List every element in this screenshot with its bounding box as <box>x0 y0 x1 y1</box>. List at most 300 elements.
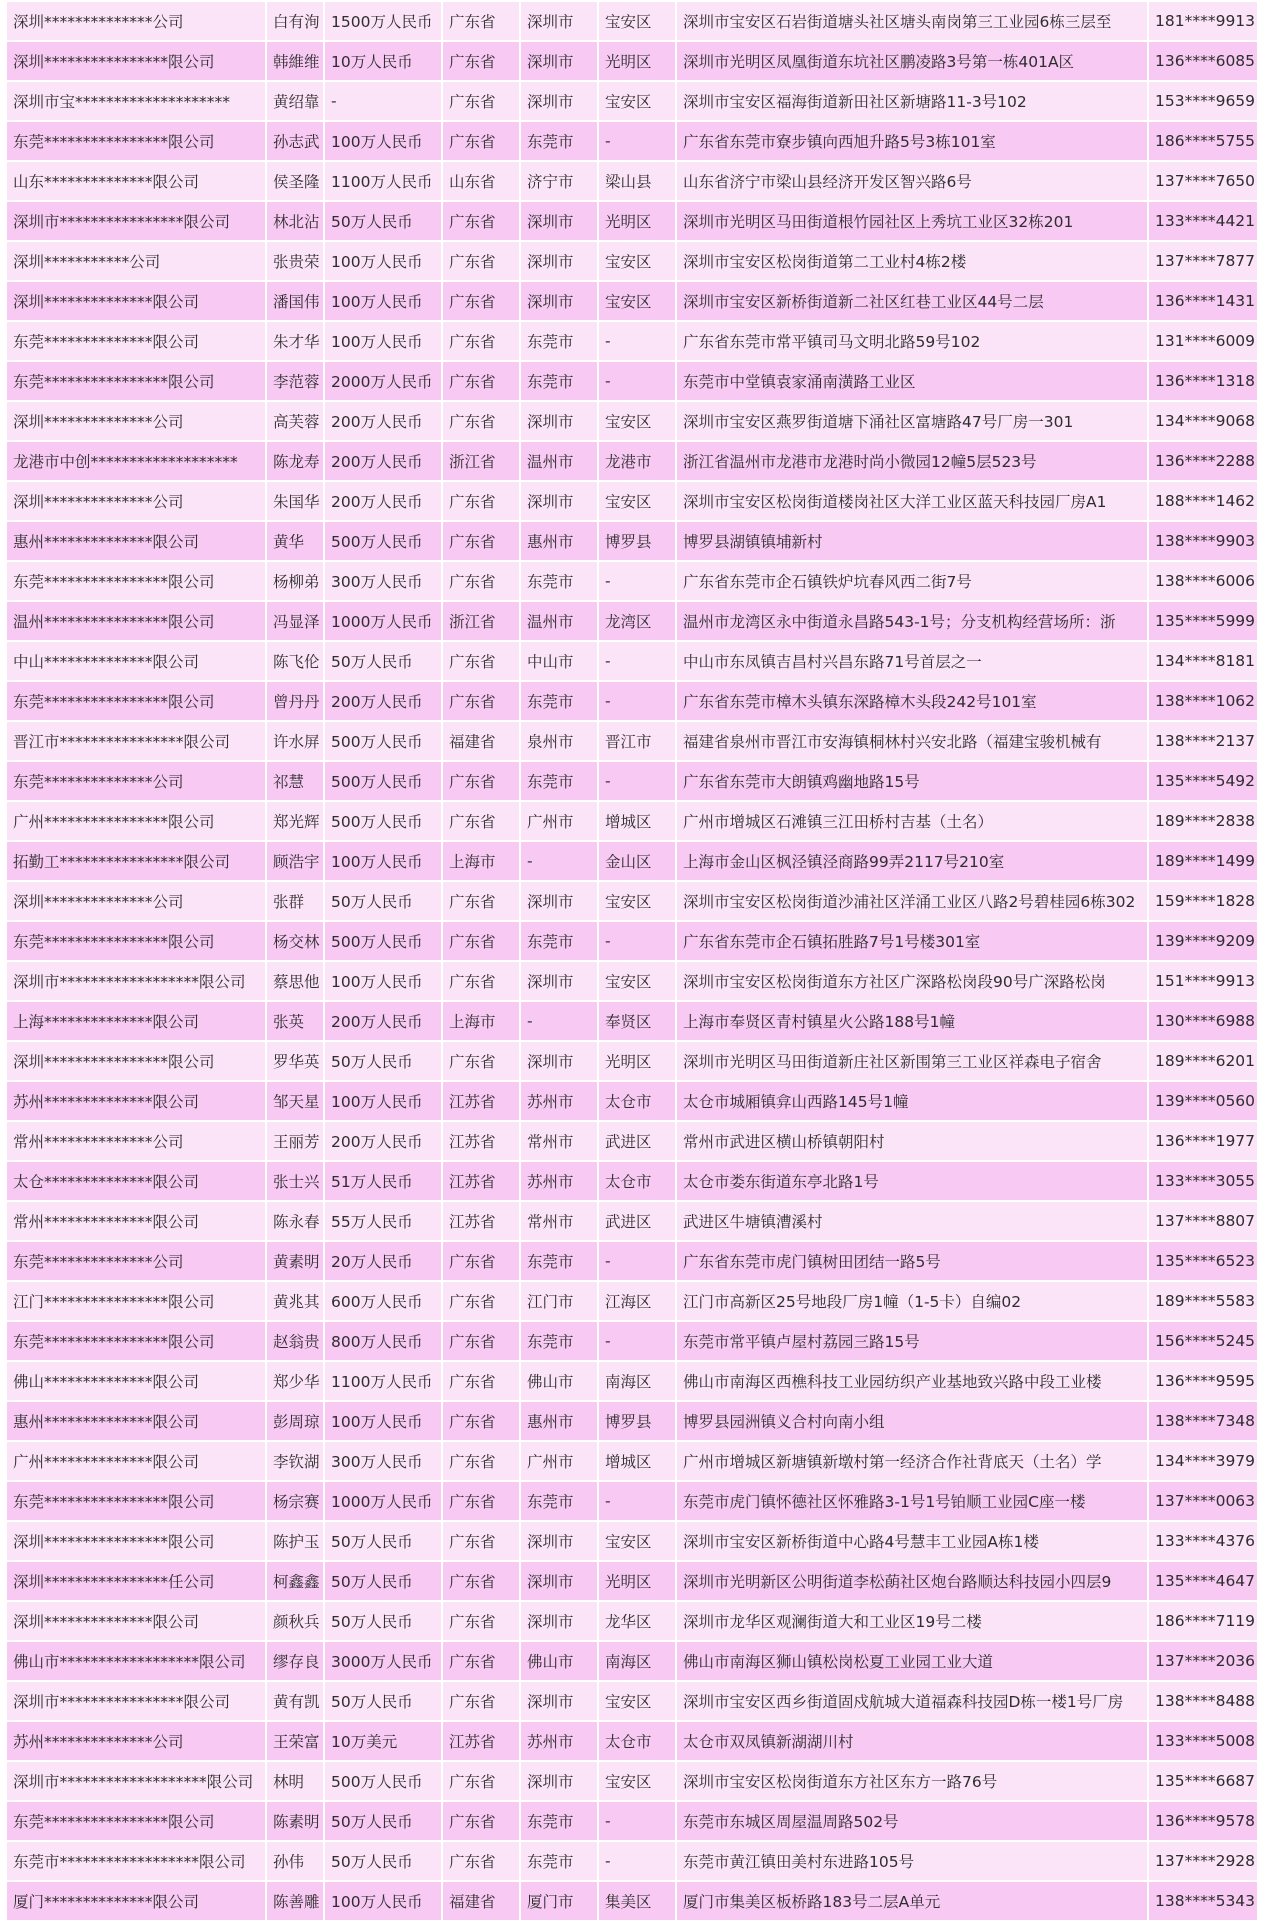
address-cell: 深圳市宝安区西乡街道固戍航城大道福森科技园D栋一楼1号厂房 <box>677 1682 1147 1720</box>
city-cell: 东莞市 <box>521 922 597 960</box>
phone-cell: 138****8488 <box>1149 1682 1257 1720</box>
address-cell: 广东省东莞市寮步镇向西旭升路5号3栋101室 <box>677 122 1147 160</box>
legal-rep-cell: 张贵荣 <box>267 242 323 280</box>
address-cell: 东莞市黄江镇田美村东进路105号 <box>677 1842 1147 1880</box>
table-row <box>7 1642 1257 1680</box>
city-cell: 深圳市 <box>521 82 597 120</box>
legal-rep-cell: 黄华 <box>267 522 323 560</box>
address-cell: 温州市龙湾区永中街道永昌路543-1号；分支机构经营场所：浙 <box>677 602 1147 640</box>
district-cell: 博罗县 <box>599 522 675 560</box>
table-row <box>7 1562 1257 1600</box>
province-cell: 广东省 <box>443 562 519 600</box>
phone-cell: 133****5008 <box>1149 1722 1257 1760</box>
city-cell: 深圳市 <box>521 482 597 520</box>
district-cell: - <box>599 322 675 360</box>
phone-cell: 138****2137 <box>1149 722 1257 760</box>
city-cell: 温州市 <box>521 602 597 640</box>
province-cell: 广东省 <box>443 1642 519 1680</box>
province-cell: 广东省 <box>443 1482 519 1520</box>
legal-rep-cell: 邹天星 <box>267 1082 323 1120</box>
company-name-cell: 深圳市*******************限公司 <box>7 1762 265 1800</box>
legal-rep-cell: 祁慧 <box>267 762 323 800</box>
district-cell: - <box>599 1842 675 1880</box>
company-name-cell: 深圳市****************限公司 <box>7 1682 265 1720</box>
phone-cell: 135****6687 <box>1149 1762 1257 1800</box>
district-cell: 金山区 <box>599 842 675 880</box>
address-cell: 东莞市常平镇卢屋村荔园三路15号 <box>677 1322 1147 1360</box>
table-row <box>7 322 1257 360</box>
district-cell: - <box>599 922 675 960</box>
address-cell: 广东省东莞市企石镇铁炉坑春风西二街7号 <box>677 562 1147 600</box>
province-cell: 广东省 <box>443 1682 519 1720</box>
province-cell: 浙江省 <box>443 602 519 640</box>
address-cell: 深圳市宝安区新桥街道新二社区红巷工业区44号二层 <box>677 282 1147 320</box>
address-cell: 广东省东莞市企石镇拓胜路7号1号楼301室 <box>677 922 1147 960</box>
legal-rep-cell: 韩維维 <box>267 42 323 80</box>
legal-rep-cell: 郑少华 <box>267 1362 323 1400</box>
company-name-cell: 佛山**************限公司 <box>7 1362 265 1400</box>
phone-cell: 159****1828 <box>1149 882 1257 920</box>
phone-cell: 131****6009 <box>1149 322 1257 360</box>
company-name-cell: 东莞**************公司 <box>7 1242 265 1280</box>
district-cell: 晋江市 <box>599 722 675 760</box>
address-cell: 深圳市光明区凤凰街道东坑社区鹏凌路3号第一栋401A区 <box>677 42 1147 80</box>
legal-rep-cell: 高芙蓉 <box>267 402 323 440</box>
capital-cell: 50万人民币 <box>325 1042 441 1080</box>
phone-cell: 138****6006 <box>1149 562 1257 600</box>
address-cell: 深圳市宝安区福海街道新田社区新塘路11-3号102 <box>677 82 1147 120</box>
address-cell: 武进区牛塘镇漕溪村 <box>677 1202 1147 1240</box>
address-cell: 深圳市宝安区松岗街道沙浦社区洋涌工业区八路2号碧桂园6栋302 <box>677 882 1147 920</box>
city-cell: 苏州市 <box>521 1082 597 1120</box>
phone-cell: 137****7877 <box>1149 242 1257 280</box>
phone-cell: 133****4376 <box>1149 1522 1257 1560</box>
legal-rep-cell: 黄素明 <box>267 1242 323 1280</box>
company-name-cell: 东莞****************限公司 <box>7 922 265 960</box>
capital-cell: 1100万人民币 <box>325 1362 441 1400</box>
province-cell: 广东省 <box>443 1442 519 1480</box>
city-cell: 东莞市 <box>521 122 597 160</box>
city-cell: 深圳市 <box>521 1682 597 1720</box>
capital-cell: 1100万人民币 <box>325 162 441 200</box>
table-row <box>7 82 1257 120</box>
city-cell: 深圳市 <box>521 242 597 280</box>
phone-cell: 133****4421 <box>1149 202 1257 240</box>
company-name-cell: 东莞市******************限公司 <box>7 1842 265 1880</box>
address-cell: 东莞市虎门镇怀德社区怀雅路3-1号1号铂顺工业园C座一楼 <box>677 1482 1147 1520</box>
phone-cell: 136****6085 <box>1149 42 1257 80</box>
table-body <box>7 2 1257 1920</box>
company-name-cell: 深圳****************任公司 <box>7 1562 265 1600</box>
capital-cell: 200万人民币 <box>325 442 441 480</box>
province-cell: 广东省 <box>443 522 519 560</box>
address-cell: 广东省东莞市常平镇司马文明北路59号102 <box>677 322 1147 360</box>
legal-rep-cell: 陈龙寿 <box>267 442 323 480</box>
company-name-cell: 江门****************限公司 <box>7 1282 265 1320</box>
phone-cell: 137****7650 <box>1149 162 1257 200</box>
legal-rep-cell: 张士兴 <box>267 1162 323 1200</box>
table-row <box>7 802 1257 840</box>
district-cell: 太仓市 <box>599 1162 675 1200</box>
capital-cell: 100万人民币 <box>325 1082 441 1120</box>
district-cell: 宝安区 <box>599 1682 675 1720</box>
province-cell: 广东省 <box>443 202 519 240</box>
company-name-cell: 晋江市****************限公司 <box>7 722 265 760</box>
table-row <box>7 1482 1257 1520</box>
company-name-cell: 东莞****************限公司 <box>7 682 265 720</box>
city-cell: 深圳市 <box>521 282 597 320</box>
capital-cell: 100万人民币 <box>325 122 441 160</box>
company-name-cell: 广州**************限公司 <box>7 1442 265 1480</box>
capital-cell: 50万人民币 <box>325 642 441 680</box>
city-cell: 惠州市 <box>521 1402 597 1440</box>
company-name-cell: 深圳**************限公司 <box>7 1602 265 1640</box>
table-row <box>7 1242 1257 1280</box>
legal-rep-cell: 王丽芳 <box>267 1122 323 1160</box>
address-cell: 福建省泉州市晋江市安海镇桐林村兴安北路（福建宝骏机械有 <box>677 722 1147 760</box>
district-cell: - <box>599 642 675 680</box>
legal-rep-cell: 陈素明 <box>267 1802 323 1840</box>
table-row <box>7 162 1257 200</box>
company-name-cell: 中山**************限公司 <box>7 642 265 680</box>
legal-rep-cell: 杨交林 <box>267 922 323 960</box>
company-name-cell: 东莞****************限公司 <box>7 1322 265 1360</box>
province-cell: 广东省 <box>443 1602 519 1640</box>
capital-cell: 51万人民币 <box>325 1162 441 1200</box>
address-cell: 上海市奉贤区青村镇星火公路188号1幢 <box>677 1002 1147 1040</box>
company-name-cell: 山东**************限公司 <box>7 162 265 200</box>
legal-rep-cell: 白有洵 <box>267 2 323 40</box>
address-cell: 深圳市光明区马田街道新庄社区新围第三工业区祥森电子宿舍 <box>677 1042 1147 1080</box>
city-cell: - <box>521 842 597 880</box>
legal-rep-cell: 李范蓉 <box>267 362 323 400</box>
province-cell: 上海市 <box>443 1002 519 1040</box>
district-cell: 光明区 <box>599 202 675 240</box>
table-row <box>7 962 1257 1000</box>
legal-rep-cell: 陈永春 <box>267 1202 323 1240</box>
capital-cell: 50万人民币 <box>325 1602 441 1640</box>
province-cell: 广东省 <box>443 922 519 960</box>
capital-cell: 2000万人民币 <box>325 362 441 400</box>
company-name-cell: 广州****************限公司 <box>7 802 265 840</box>
city-cell: 东莞市 <box>521 362 597 400</box>
company-table <box>5 0 1259 1922</box>
phone-cell: 133****3055 <box>1149 1162 1257 1200</box>
phone-cell: 153****9659 <box>1149 82 1257 120</box>
address-cell: 厦门市集美区板桥路183号二层A单元 <box>677 1882 1147 1920</box>
district-cell: 宝安区 <box>599 482 675 520</box>
phone-cell: 181****9913 <box>1149 2 1257 40</box>
address-cell: 太仓市双凤镇新湖湖川村 <box>677 1722 1147 1760</box>
district-cell: 龙港市 <box>599 442 675 480</box>
company-name-cell: 惠州**************限公司 <box>7 1402 265 1440</box>
province-cell: 广东省 <box>443 1242 519 1280</box>
phone-cell: 189****5583 <box>1149 1282 1257 1320</box>
province-cell: 广东省 <box>443 1402 519 1440</box>
capital-cell: 1000万人民币 <box>325 602 441 640</box>
table-row <box>7 442 1257 480</box>
company-name-cell: 佛山市******************限公司 <box>7 1642 265 1680</box>
capital-cell: 200万人民币 <box>325 1002 441 1040</box>
phone-cell: 136****1431 <box>1149 282 1257 320</box>
city-cell: 深圳市 <box>521 1762 597 1800</box>
capital-cell: 500万人民币 <box>325 522 441 560</box>
legal-rep-cell: 侯圣隆 <box>267 162 323 200</box>
legal-rep-cell: 张群 <box>267 882 323 920</box>
company-name-cell: 东莞**************公司 <box>7 762 265 800</box>
address-cell: 佛山市南海区狮山镇松岗松夏工业园工业大道 <box>677 1642 1147 1680</box>
phone-cell: 186****7119 <box>1149 1602 1257 1640</box>
phone-cell: 136****9578 <box>1149 1802 1257 1840</box>
table-row <box>7 1282 1257 1320</box>
table-row <box>7 842 1257 880</box>
city-cell: 佛山市 <box>521 1642 597 1680</box>
district-cell: 武进区 <box>599 1202 675 1240</box>
phone-cell: 136****1318 <box>1149 362 1257 400</box>
table-row <box>7 1762 1257 1800</box>
company-name-cell: 温州****************限公司 <box>7 602 265 640</box>
phone-cell: 137****8807 <box>1149 1202 1257 1240</box>
table-row <box>7 362 1257 400</box>
legal-rep-cell: 陈护玉 <box>267 1522 323 1560</box>
table-row <box>7 402 1257 440</box>
district-cell: 龙湾区 <box>599 602 675 640</box>
phone-cell: 151****9913 <box>1149 962 1257 1000</box>
address-cell: 深圳市宝安区松岗街道东方社区广深路松岗段90号广深路松岗 <box>677 962 1147 1000</box>
district-cell: 集美区 <box>599 1882 675 1920</box>
city-cell: 深圳市 <box>521 962 597 1000</box>
city-cell: 深圳市 <box>521 1602 597 1640</box>
company-name-cell: 东莞****************限公司 <box>7 362 265 400</box>
legal-rep-cell: 朱才华 <box>267 322 323 360</box>
table-row <box>7 242 1257 280</box>
city-cell: 广州市 <box>521 802 597 840</box>
city-cell: 深圳市 <box>521 1562 597 1600</box>
phone-cell: 138****1062 <box>1149 682 1257 720</box>
company-name-cell: 东莞****************限公司 <box>7 1482 265 1520</box>
capital-cell: 100万人民币 <box>325 282 441 320</box>
address-cell: 江门市高新区25号地段厂房1幢（1-5卡）自编02 <box>677 1282 1147 1320</box>
phone-cell: 136****9595 <box>1149 1362 1257 1400</box>
legal-rep-cell: 陈善雕 <box>267 1882 323 1920</box>
province-cell: 广东省 <box>443 282 519 320</box>
phone-cell: 189****2838 <box>1149 802 1257 840</box>
province-cell: 广东省 <box>443 642 519 680</box>
company-name-cell: 东莞****************限公司 <box>7 122 265 160</box>
phone-cell: 137****0063 <box>1149 1482 1257 1520</box>
table-row <box>7 1402 1257 1440</box>
province-cell: 广东省 <box>443 802 519 840</box>
province-cell: 江苏省 <box>443 1122 519 1160</box>
province-cell: 江苏省 <box>443 1162 519 1200</box>
province-cell: 广东省 <box>443 122 519 160</box>
company-name-cell: 东莞****************限公司 <box>7 1802 265 1840</box>
phone-cell: 139****9209 <box>1149 922 1257 960</box>
capital-cell: 200万人民币 <box>325 402 441 440</box>
province-cell: 广东省 <box>443 1322 519 1360</box>
city-cell: 广州市 <box>521 1442 597 1480</box>
district-cell: - <box>599 1482 675 1520</box>
city-cell: 常州市 <box>521 1202 597 1240</box>
capital-cell: 600万人民币 <box>325 1282 441 1320</box>
address-cell: 深圳市龙华区观澜街道大和工业区19号二楼 <box>677 1602 1147 1640</box>
legal-rep-cell: 杨柳弟 <box>267 562 323 600</box>
province-cell: 广东省 <box>443 242 519 280</box>
table-row <box>7 1082 1257 1120</box>
phone-cell: 156****5245 <box>1149 1322 1257 1360</box>
district-cell: - <box>599 362 675 400</box>
province-cell: 广东省 <box>443 322 519 360</box>
province-cell: 广东省 <box>443 882 519 920</box>
legal-rep-cell: 陈飞伦 <box>267 642 323 680</box>
phone-cell: 130****6988 <box>1149 1002 1257 1040</box>
table-row <box>7 282 1257 320</box>
district-cell: - <box>599 1322 675 1360</box>
legal-rep-cell: 彭周琼 <box>267 1402 323 1440</box>
address-cell: 山东省济宁市梁山县经济开发区智兴路6号 <box>677 162 1147 200</box>
company-name-cell: 太仓**************限公司 <box>7 1162 265 1200</box>
district-cell: 光明区 <box>599 42 675 80</box>
capital-cell: 100万人民币 <box>325 962 441 1000</box>
province-cell: 上海市 <box>443 842 519 880</box>
address-cell: 广东省东莞市樟木头镇东深路樟木头段242号101室 <box>677 682 1147 720</box>
city-cell: 济宁市 <box>521 162 597 200</box>
company-name-cell: 常州**************公司 <box>7 1122 265 1160</box>
city-cell: 东莞市 <box>521 682 597 720</box>
province-cell: 广东省 <box>443 1802 519 1840</box>
capital-cell: 50万人民币 <box>325 1522 441 1560</box>
district-cell: 增城区 <box>599 802 675 840</box>
address-cell: 深圳市宝安区燕罗街道塘下涌社区富塘路47号厂房一301 <box>677 402 1147 440</box>
city-cell: 深圳市 <box>521 202 597 240</box>
legal-rep-cell: 许水屏 <box>267 722 323 760</box>
company-name-cell: 深圳**************公司 <box>7 882 265 920</box>
legal-rep-cell: 林北沾 <box>267 202 323 240</box>
table-row <box>7 1882 1257 1920</box>
table-row <box>7 1122 1257 1160</box>
legal-rep-cell: 黄绍靠 <box>267 82 323 120</box>
province-cell: 广东省 <box>443 1042 519 1080</box>
table-row <box>7 522 1257 560</box>
table-row <box>7 42 1257 80</box>
table-row <box>7 2 1257 40</box>
table-row <box>7 1842 1257 1880</box>
city-cell: 惠州市 <box>521 522 597 560</box>
company-name-cell: 深圳**************限公司 <box>7 282 265 320</box>
address-cell: 广州市增城区石滩镇三江田桥村吉基（土名） <box>677 802 1147 840</box>
company-name-cell: 深圳***********公司 <box>7 242 265 280</box>
district-cell: 宝安区 <box>599 402 675 440</box>
legal-rep-cell: 李钦湖 <box>267 1442 323 1480</box>
province-cell: 山东省 <box>443 162 519 200</box>
district-cell: 南海区 <box>599 1642 675 1680</box>
city-cell: 深圳市 <box>521 1042 597 1080</box>
district-cell: 宝安区 <box>599 962 675 1000</box>
city-cell: 厦门市 <box>521 1882 597 1920</box>
district-cell: - <box>599 562 675 600</box>
district-cell: 宝安区 <box>599 242 675 280</box>
district-cell: - <box>599 762 675 800</box>
district-cell: - <box>599 682 675 720</box>
capital-cell: 100万人民币 <box>325 242 441 280</box>
city-cell: 苏州市 <box>521 1162 597 1200</box>
address-cell: 东莞市东城区周屋温周路502号 <box>677 1802 1147 1840</box>
address-cell: 深圳市宝安区松岗街道东方社区东方一路76号 <box>677 1762 1147 1800</box>
capital-cell: 55万人民币 <box>325 1202 441 1240</box>
phone-cell: 138****9903 <box>1149 522 1257 560</box>
company-name-cell: 深圳****************限公司 <box>7 1042 265 1080</box>
table-row <box>7 1802 1257 1840</box>
address-cell: 太仓市城厢镇弇山西路145号1幢 <box>677 1082 1147 1120</box>
province-cell: 广东省 <box>443 962 519 1000</box>
capital-cell: 200万人民币 <box>325 1122 441 1160</box>
district-cell: 龙华区 <box>599 1602 675 1640</box>
table-row <box>7 482 1257 520</box>
legal-rep-cell: 孙伟 <box>267 1842 323 1880</box>
district-cell: 宝安区 <box>599 82 675 120</box>
phone-cell: 135****6523 <box>1149 1242 1257 1280</box>
table-row <box>7 1002 1257 1040</box>
city-cell: 东莞市 <box>521 1482 597 1520</box>
address-cell: 深圳市宝安区松岗街道楼岗社区大洋工业区蓝天科技园厂房A1 <box>677 482 1147 520</box>
phone-cell: 189****6201 <box>1149 1042 1257 1080</box>
address-cell: 深圳市宝安区新桥街道中心路4号慧丰工业园A栋1楼 <box>677 1522 1147 1560</box>
legal-rep-cell: 顾浩宇 <box>267 842 323 880</box>
capital-cell: 10万美元 <box>325 1722 441 1760</box>
phone-cell: 137****2036 <box>1149 1642 1257 1680</box>
table-row <box>7 1162 1257 1200</box>
address-cell: 常州市武进区横山桥镇朝阳村 <box>677 1122 1147 1160</box>
district-cell: - <box>599 1242 675 1280</box>
company-name-cell: 苏州**************限公司 <box>7 1082 265 1120</box>
capital-cell: 300万人民币 <box>325 562 441 600</box>
capital-cell: 500万人民币 <box>325 1762 441 1800</box>
legal-rep-cell: 颜秋兵 <box>267 1602 323 1640</box>
company-name-cell: 惠州**************限公司 <box>7 522 265 560</box>
legal-rep-cell: 林明 <box>267 1762 323 1800</box>
city-cell: 东莞市 <box>521 1322 597 1360</box>
province-cell: 福建省 <box>443 1882 519 1920</box>
city-cell: 中山市 <box>521 642 597 680</box>
phone-cell: 135****4647 <box>1149 1562 1257 1600</box>
company-name-cell: 深圳**************公司 <box>7 482 265 520</box>
province-cell: 浙江省 <box>443 442 519 480</box>
address-cell: 深圳市宝安区松岗街道第二工业村4栋2楼 <box>677 242 1147 280</box>
district-cell: - <box>599 1802 675 1840</box>
legal-rep-cell: 赵翁贵 <box>267 1322 323 1360</box>
table-row <box>7 202 1257 240</box>
legal-rep-cell: 黄兆其 <box>267 1282 323 1320</box>
company-name-cell: 苏州**************公司 <box>7 1722 265 1760</box>
address-cell: 广州市增城区新塘镇新墩村第一经济合作社背底天（土名）学 <box>677 1442 1147 1480</box>
address-cell: 太仓市娄东街道东亭北路1号 <box>677 1162 1147 1200</box>
company-name-cell: 深圳市****************限公司 <box>7 202 265 240</box>
table-row <box>7 642 1257 680</box>
capital-cell: 500万人民币 <box>325 762 441 800</box>
legal-rep-cell: 朱国华 <box>267 482 323 520</box>
city-cell: 常州市 <box>521 1122 597 1160</box>
phone-cell: 135****5999 <box>1149 602 1257 640</box>
legal-rep-cell: 王荣富 <box>267 1722 323 1760</box>
city-cell: 深圳市 <box>521 1522 597 1560</box>
capital-cell: 100万人民币 <box>325 842 441 880</box>
table-row <box>7 1042 1257 1080</box>
legal-rep-cell: 郑光辉 <box>267 802 323 840</box>
district-cell: 光明区 <box>599 1042 675 1080</box>
district-cell: 宝安区 <box>599 2 675 40</box>
company-name-cell: 深圳市宝******************** <box>7 82 265 120</box>
province-cell: 广东省 <box>443 42 519 80</box>
